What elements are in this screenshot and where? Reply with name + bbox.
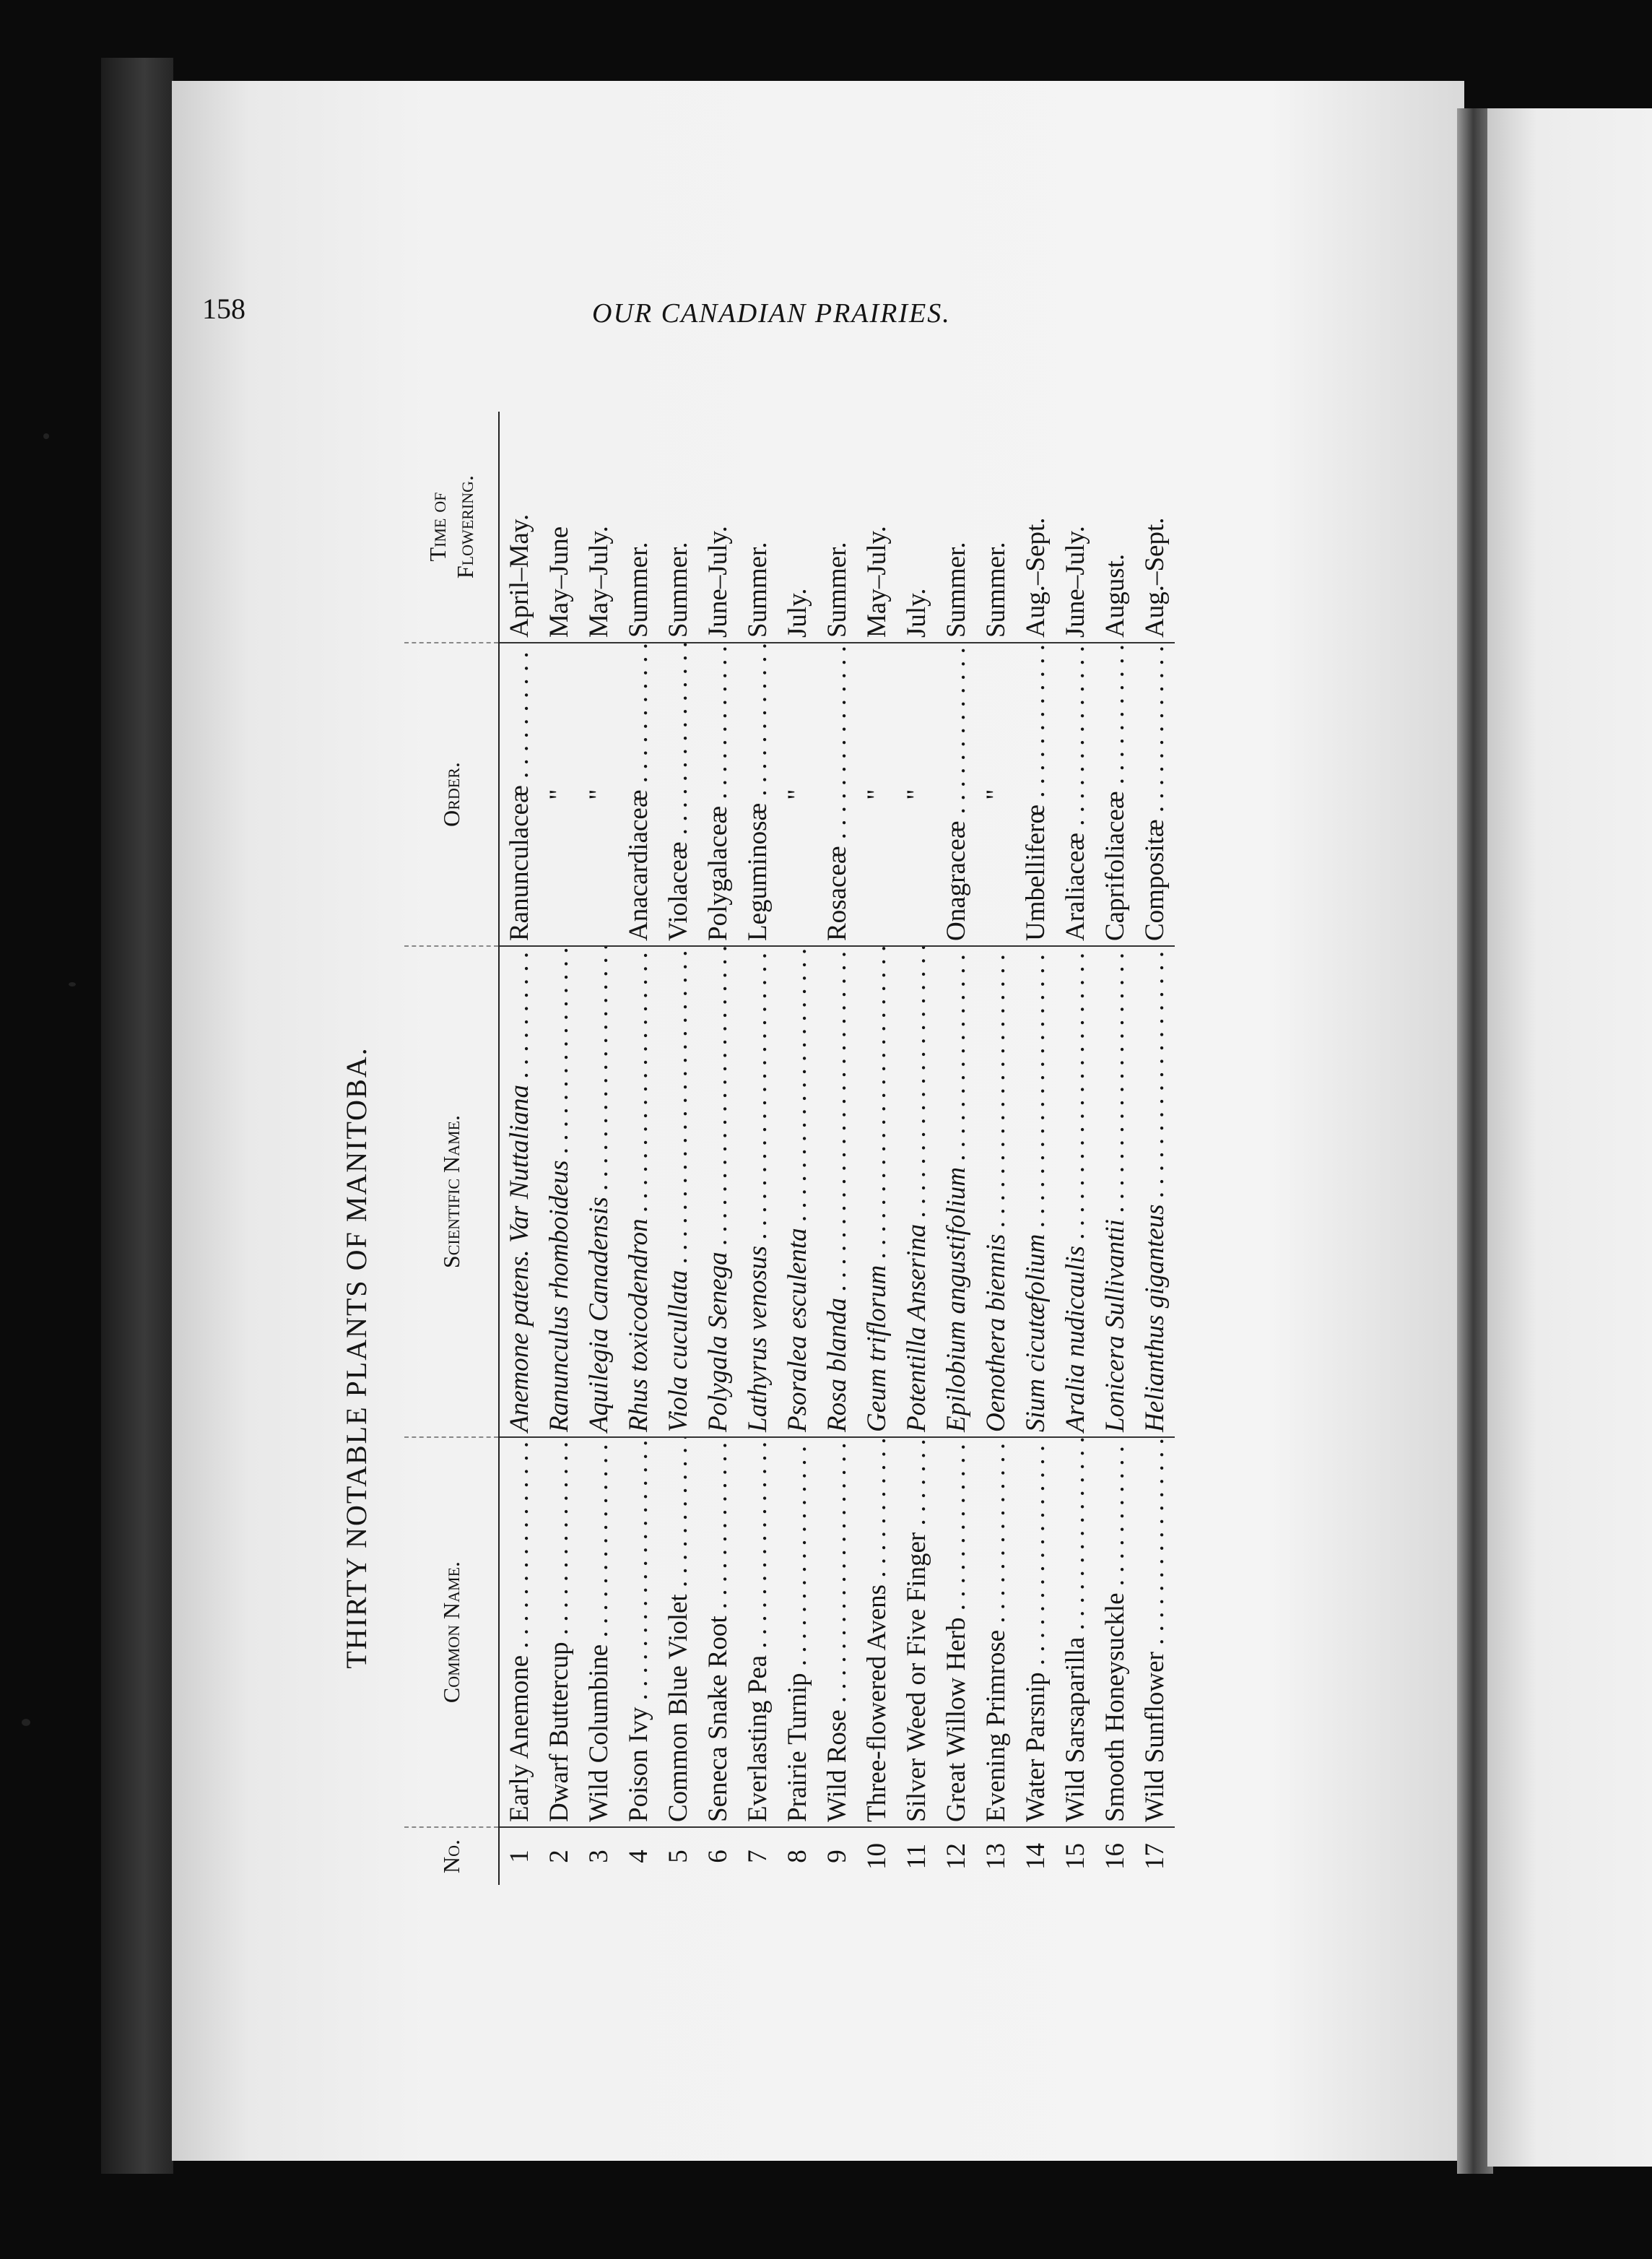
running-header — [202, 292, 1097, 335]
running-title: OUR CANADIAN PRAIRIES. — [592, 298, 951, 329]
row-order: Rosaceæ . . . — [817, 643, 857, 946]
row-time-of-flowering: Summer. — [936, 412, 976, 643]
row-scientific-name: Viola cucullata . . . — [658, 946, 698, 1437]
table-row — [778, 412, 817, 1885]
row-order: Leguminosæ . . . — [738, 643, 778, 946]
table-row — [936, 412, 976, 1885]
row-time-of-flowering: Aug.–Sept. — [1135, 412, 1175, 643]
row-order: Onagraceæ . . . — [936, 643, 976, 946]
table-row — [857, 412, 897, 1885]
row-scientific-name: Rosa blanda . . . — [817, 946, 857, 1437]
row-time-of-flowering: Summer. — [658, 412, 698, 643]
row-scientific-name: Lathyrus venosus . . . — [738, 946, 778, 1437]
row-number: 7 — [743, 1850, 773, 1863]
row-number: 8 — [783, 1850, 812, 1863]
row-number: 13 — [981, 1843, 1011, 1870]
row-scientific-name: Aquilegia Canadensis . . . — [579, 946, 619, 1437]
row-number: 1 — [505, 1850, 534, 1863]
row-time-of-flowering: June–July. — [1056, 412, 1095, 643]
row-scientific-name: Polygala Senega . . . — [698, 946, 738, 1437]
table-row — [1095, 412, 1135, 1885]
row-order: Ranunculaceæ . . . — [499, 643, 539, 946]
scan-speck — [69, 982, 76, 987]
page-number: 158 — [202, 292, 245, 325]
row-order: " — [857, 643, 897, 946]
row-common-name: Silver Weed or Five Finger . . . — [897, 1437, 936, 1827]
row-common-name: Prairie Turnip . . . — [778, 1437, 817, 1827]
row-number: 3 — [584, 1850, 614, 1863]
row-scientific-name: Rhus toxicodendron . . . — [619, 946, 658, 1437]
table-row — [738, 412, 778, 1885]
table-row — [976, 412, 1016, 1885]
row-common-name: Seneca Snake Root . . . — [698, 1437, 738, 1827]
header-time-line2: Flowering. — [452, 474, 478, 579]
row-time-of-flowering: May–July. — [579, 412, 619, 643]
row-scientific-name: Geum triflorum . . . — [857, 946, 897, 1437]
row-time-of-flowering: May–June — [539, 412, 579, 643]
row-scientific-name: Helianthus giganteus . . . — [1135, 946, 1175, 1437]
row-number: 4 — [624, 1850, 653, 1863]
row-scientific-name: Anemone patens. Var Nuttaliana . . . — [499, 946, 539, 1437]
row-common-name: Three-flowered Avens . . . — [857, 1437, 897, 1827]
row-common-name: Early Anemone . . . — [499, 1437, 539, 1827]
row-number: 5 — [664, 1850, 693, 1863]
row-scientific-name: Sium cicutæfolium . . . — [1016, 946, 1056, 1437]
table-row — [539, 412, 579, 1885]
row-order: Caprifoliaceæ . . . — [1095, 643, 1135, 946]
row-order: " — [778, 643, 817, 946]
row-number: 10 — [862, 1843, 892, 1870]
row-number: 17 — [1140, 1843, 1170, 1870]
row-order: Polygalaceæ . . . — [698, 643, 738, 946]
table-row — [579, 412, 619, 1885]
header-scientific-name: Scientific Name. — [404, 946, 499, 1437]
row-common-name: Poison Ivy . . . — [619, 1437, 658, 1827]
table-title: THIRTY NOTABLE PLANTS OF MANITOBA. — [340, 1046, 373, 1669]
table-row — [619, 412, 658, 1885]
row-common-name: Wild Sunflower . . . — [1135, 1437, 1175, 1827]
header-order: Order. — [404, 643, 499, 946]
table-row — [817, 412, 857, 1885]
row-order: Violaceæ . . . — [658, 643, 698, 946]
row-time-of-flowering: May–July. — [857, 412, 897, 643]
row-common-name: Water Parsnip . . . — [1016, 1437, 1056, 1827]
row-common-name: Common Blue Violet . . . — [658, 1437, 698, 1827]
row-order: " — [579, 643, 619, 946]
row-common-name: Evening Primrose . . . — [976, 1437, 1016, 1827]
facing-page-edge — [1487, 108, 1652, 2167]
row-scientific-name: Aralia nudicaulis . . . — [1056, 946, 1095, 1437]
row-time-of-flowering: Summer. — [817, 412, 857, 643]
row-number: 6 — [703, 1850, 733, 1863]
plants-table — [404, 412, 1175, 1885]
row-number: 2 — [544, 1850, 574, 1863]
row-common-name: Dwarf Buttercup . . . — [539, 1437, 579, 1827]
row-number: 16 — [1100, 1843, 1130, 1870]
table-row — [658, 412, 698, 1885]
table-row — [1135, 412, 1175, 1885]
row-time-of-flowering: April–May. — [499, 412, 539, 643]
table-header-row — [404, 412, 499, 1885]
header-no: No. — [404, 1827, 499, 1885]
row-order: Anacardiaceæ . . . — [619, 643, 658, 946]
row-common-name: Wild Sarsaparilla . . . — [1056, 1437, 1095, 1827]
table-row — [1016, 412, 1056, 1885]
header-common-name: Common Name. — [404, 1437, 499, 1827]
row-time-of-flowering: July. — [897, 412, 936, 643]
row-order: Compositæ . . . — [1135, 643, 1175, 946]
row-common-name: Great Willow Herb . . . — [936, 1437, 976, 1827]
table-row — [897, 412, 936, 1885]
table-row — [499, 412, 539, 1885]
row-time-of-flowering: July. — [778, 412, 817, 643]
row-time-of-flowering: Summer. — [976, 412, 1016, 643]
row-number: 9 — [822, 1850, 852, 1863]
row-order: " — [976, 643, 1016, 946]
row-number: 11 — [902, 1843, 931, 1870]
row-number: 12 — [942, 1843, 971, 1870]
row-order: Umbelliferœ . . . — [1016, 643, 1056, 946]
row-order: " — [897, 643, 936, 946]
row-scientific-name: Ranunculus rhomboideus . . . — [539, 946, 579, 1437]
row-order: Araliaceæ . . . — [1056, 643, 1095, 946]
row-time-of-flowering: August. — [1095, 412, 1135, 643]
row-order: " — [539, 643, 579, 946]
header-time-of-flowering — [404, 412, 499, 643]
row-scientific-name: Oenothera biennis . . . — [976, 946, 1016, 1437]
row-common-name: Everlasting Pea . . . — [738, 1437, 778, 1827]
scan-speck — [43, 433, 49, 439]
table-row — [698, 412, 738, 1885]
row-common-name: Wild Columbine . . . — [579, 1437, 619, 1827]
row-common-name: Wild Rose . . . — [817, 1437, 857, 1827]
book-spine — [101, 58, 173, 2174]
scan-speck — [22, 1719, 30, 1726]
row-scientific-name: Epilobium angustifolium . . . — [936, 946, 976, 1437]
row-time-of-flowering: June–July. — [698, 412, 738, 643]
row-scientific-name: Lonicera Sullivantii . . . — [1095, 946, 1135, 1437]
row-number: 14 — [1021, 1843, 1051, 1870]
rotated-table-block — [339, 383, 1307, 1899]
row-number: 15 — [1061, 1843, 1090, 1870]
row-time-of-flowering: Aug.–Sept. — [1016, 412, 1056, 643]
table-row — [1056, 412, 1095, 1885]
row-time-of-flowering: Summer. — [619, 412, 658, 643]
row-time-of-flowering: Summer. — [738, 412, 778, 643]
row-scientific-name: Psoralea esculenta . . . — [778, 946, 817, 1437]
row-scientific-name: Potentilla Anserina . . . — [897, 946, 936, 1437]
row-common-name: Smooth Honeysuckle . . . — [1095, 1437, 1135, 1827]
header-time-line1: Time of — [424, 492, 451, 562]
